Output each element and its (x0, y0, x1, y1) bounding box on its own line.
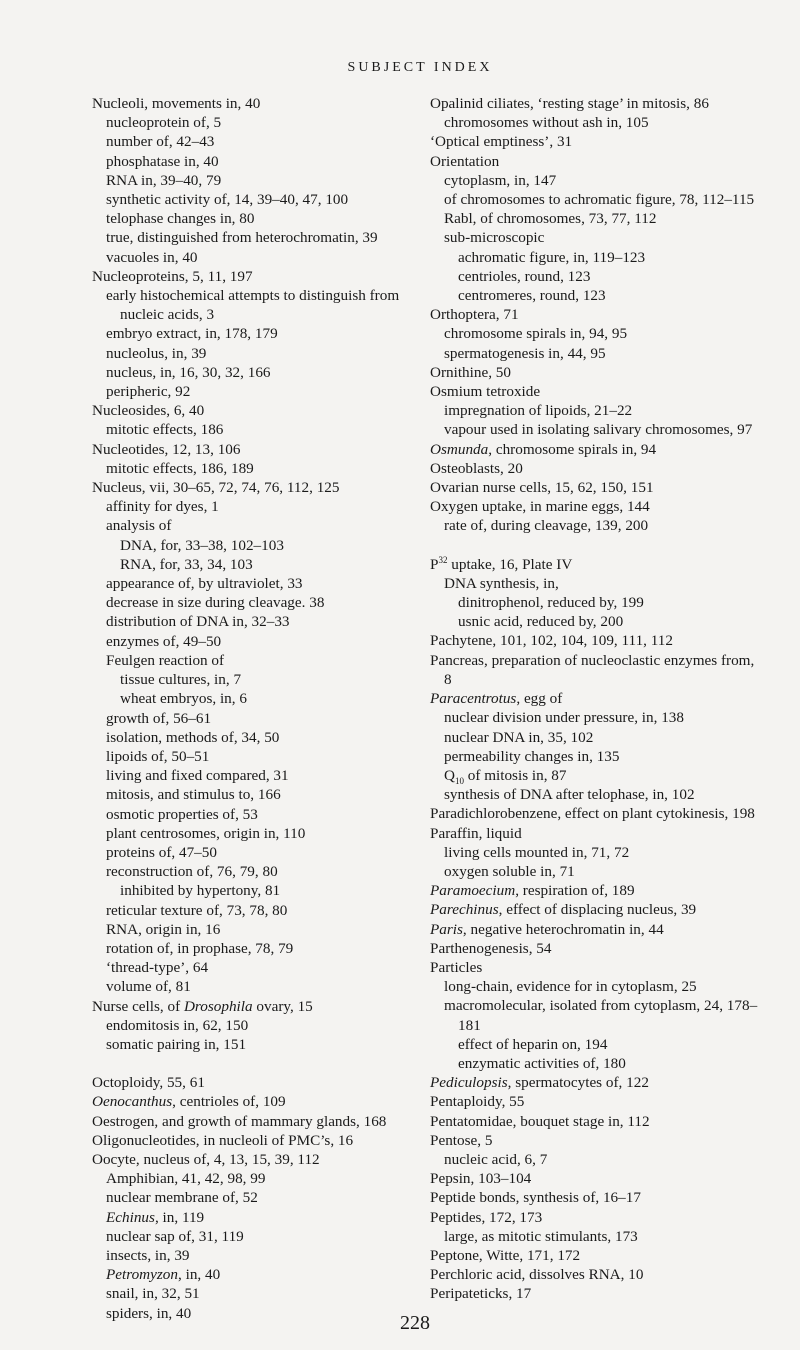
index-heading (430, 305, 760, 324)
index-heading (430, 478, 760, 497)
index-subentry (444, 516, 760, 535)
index-subentry (106, 612, 424, 631)
index-subentry (106, 209, 424, 228)
entry-text: nucleus, in, 16, 30, 32, 166 (106, 363, 271, 381)
index-subentry (444, 1150, 760, 1169)
section-gap (430, 536, 760, 555)
entry-text: , centrioles of, 109 (172, 1093, 286, 1111)
entry-text: lipoids of, 50–51 (106, 747, 210, 765)
entry-text: reconstruction of, 76, 79, 80 (106, 863, 278, 881)
index-subentry (106, 344, 424, 363)
entry-text: of chromosomes to achromatic figure, 78, 112–115 (444, 191, 755, 209)
entry-text: phosphatase in, 40 (106, 152, 219, 170)
entry-text: Peptides, 172, 173 (430, 1208, 543, 1226)
entry-text: Particles (430, 958, 483, 976)
italic-term: Paris (430, 920, 463, 938)
index-subentry (444, 862, 760, 881)
entry-text: endomitosis in, 62, 150 (106, 1016, 249, 1034)
index-subentry (106, 152, 424, 171)
entry-text: Nucleoproteins, 5, 11, 197 (92, 267, 253, 285)
entry-text: Octoploidy, 55, 61 (92, 1074, 205, 1092)
entry-text: synthesis of DNA after telophase, in, 102 (444, 786, 695, 804)
entry-text: RNA, for, 33, 34, 103 (120, 555, 253, 573)
index-subentry (444, 843, 760, 862)
entry-text: nuclear sap of, 31, 119 (106, 1227, 244, 1245)
index-heading (92, 1092, 424, 1111)
entry-text: living cells mounted in, 71, 72 (444, 843, 630, 861)
entry-text: Nurse cells, of (92, 997, 184, 1015)
index-heading (430, 1131, 760, 1150)
index-heading (430, 651, 760, 689)
index-heading (430, 459, 760, 478)
entry-text: enzymatic activities of, 180 (458, 1054, 626, 1072)
index-subentry (106, 1016, 424, 1035)
entry-text: , in, 40 (178, 1266, 221, 1284)
subscript: 10 (454, 775, 464, 786)
italic-term: Echinus (106, 1208, 155, 1226)
entry-text: nucleolus, in, 39 (106, 344, 207, 362)
entry-text: Parthenogenesis, 54 (430, 939, 552, 957)
index-subentry (106, 939, 424, 958)
index-subentry (444, 747, 760, 766)
entry-text: growth of, 56–61 (106, 709, 212, 727)
index-subentry (106, 805, 424, 824)
entry-text: Feulgen reaction of (106, 651, 225, 669)
index-subentry (106, 901, 424, 920)
entry-text: inhibited by hypertony, 81 (120, 882, 281, 900)
entry-text: Oocyte, nucleus of, 4, 13, 15, 39, 112 (92, 1150, 320, 1168)
index-heading (430, 152, 760, 171)
entry-text: Peptide bonds, synthesis of, 16–17 (430, 1189, 641, 1207)
index-subentry (106, 248, 424, 267)
italic-term: Pediculopsis (430, 1074, 508, 1092)
entry-text: of mitosis in, 87 (463, 766, 567, 784)
index-subentry (120, 536, 424, 555)
entry-text: P (430, 555, 439, 573)
index-heading (92, 1150, 424, 1169)
index-subentry (444, 209, 760, 228)
entry-text: achromatic figure, in, 119–123 (458, 248, 646, 266)
italic-term: Osmunda (430, 440, 489, 458)
index-subentry (106, 363, 424, 382)
entry-text: impregnation of lipoids, 21–22 (444, 402, 633, 420)
entry-text: centrioles, round, 123 (458, 267, 591, 285)
index-subentry (106, 1188, 424, 1207)
index-heading (430, 1169, 760, 1188)
superscript: 32 (438, 554, 448, 565)
index-subentry (106, 1284, 424, 1303)
entry-text: enzymes of, 49–50 (106, 632, 222, 650)
entry-text: Q (444, 766, 455, 784)
entry-text: sub-microscopic (444, 229, 545, 247)
index-subentry (444, 728, 760, 747)
index-heading (430, 382, 760, 401)
entry-text: nucleic acid, 6, 7 (444, 1150, 548, 1168)
entry-text: proteins of, 47–50 (106, 843, 217, 861)
index-subentry (106, 132, 424, 151)
index-subentry (106, 1227, 424, 1246)
entry-text: number of, 42–43 (106, 133, 215, 151)
index-subentry (444, 113, 760, 132)
index-heading (430, 132, 760, 151)
entry-text: embryo extract, in, 178, 179 (106, 325, 278, 343)
entry-text: Ornithine, 50 (430, 363, 511, 381)
entry-text: mitotic effects, 186 (106, 421, 224, 439)
index-subentry (444, 344, 760, 363)
entry-text: , chromosome spirals in, 94 (488, 440, 657, 458)
index-subentry (106, 1265, 424, 1284)
entry-text: oxygen soluble in, 71 (444, 862, 575, 880)
entry-text: vapour used in isolating salivary chromosomes, 97 (444, 421, 753, 439)
index-subentry (106, 171, 424, 190)
italic-term: Paramoecium (430, 882, 516, 900)
entry-text: Peptone, Witte, 171, 172 (430, 1246, 581, 1264)
entry-text: mitotic effects, 186, 189 (106, 459, 254, 477)
index-subentry (106, 709, 424, 728)
index-heading (430, 1208, 760, 1227)
entry-text: Rabl, of chromosomes, 73, 77, 112 (444, 210, 657, 228)
entry-text: Orientation (430, 152, 500, 170)
entry-text: Nucleus, vii, 30–65, 72, 74, 76, 112, 125 (92, 479, 340, 497)
entry-text: reticular texture of, 73, 78, 80 (106, 901, 288, 919)
entry-text: Paraffin, liquid (430, 824, 522, 842)
entry-text: macromolecular, isolated from cytoplasm, 24, 178–181 (444, 997, 758, 1034)
index-subentry (106, 632, 424, 651)
index-subentry (458, 267, 760, 286)
index-subentry (444, 401, 760, 420)
entry-text: Pancreas, preparation of nucleoclastic enzymes from, 8 (430, 651, 755, 688)
entry-text: RNA, origin in, 16 (106, 920, 221, 938)
entry-text: Nucleotides, 12, 13, 106 (92, 440, 241, 458)
index-subentry (106, 824, 424, 843)
entry-text: mitosis, and stimulus to, 166 (106, 786, 281, 804)
entry-text: volume of, 81 (106, 978, 191, 996)
index-subentry (444, 996, 760, 1034)
index-subentry (120, 670, 424, 689)
entry-text: wheat embryos, in, 6 (120, 690, 247, 708)
entry-text: RNA in, 39–40, 79 (106, 171, 222, 189)
entry-text: isolation, methods of, 34, 50 (106, 728, 280, 746)
index-subentry (458, 593, 760, 612)
entry-text: nucleoprotein of, 5 (106, 114, 222, 132)
entry-text: plant centrosomes, origin in, 110 (106, 824, 306, 842)
entry-text: Pentose, 5 (430, 1131, 493, 1149)
index-subentry (458, 1054, 760, 1073)
index-subentry (458, 612, 760, 631)
index-subentry (106, 113, 424, 132)
entry-text: ‘thread-type’, 64 (106, 959, 209, 977)
index-heading (430, 440, 760, 459)
entry-text: , in, 119 (154, 1208, 205, 1226)
index-heading (430, 497, 760, 516)
index-column-right (430, 94, 760, 1304)
index-subentry (106, 190, 424, 209)
entry-text: somatic pairing in, 151 (106, 1035, 247, 1053)
index-subentry (106, 286, 424, 324)
index-subentry (458, 286, 760, 305)
entry-text: Pepsin, 103–104 (430, 1170, 532, 1188)
entry-text: nuclear membrane of, 52 (106, 1189, 258, 1207)
entry-text: , egg of (516, 690, 563, 708)
index-column-left (92, 94, 424, 1323)
entry-text: DNA synthesis, in, (444, 574, 559, 592)
index-subentry (444, 766, 760, 785)
entry-text: distribution of DNA in, 32–33 (106, 613, 290, 631)
index-subentry (106, 958, 424, 977)
index-heading (430, 804, 760, 823)
index-subentry (106, 459, 424, 478)
entry-text: snail, in, 32, 51 (106, 1285, 200, 1303)
index-heading (92, 997, 424, 1016)
entry-text: cytoplasm, in, 147 (444, 171, 557, 189)
index-subentry (444, 190, 760, 209)
index-heading (430, 363, 760, 382)
index-heading (92, 267, 424, 286)
index-subentry (106, 420, 424, 439)
index-subentry (106, 1035, 424, 1054)
index-heading (430, 1112, 760, 1131)
entry-text: Nucleoli, movements in, 40 (92, 95, 261, 112)
index-heading (430, 1073, 760, 1092)
entry-text: spermatogenesis in, 44, 95 (444, 344, 606, 362)
entry-text: rotation of, in prophase, 78, 79 (106, 939, 294, 957)
entry-text: chromosomes without ash in, 105 (444, 114, 649, 132)
entry-text: rate of, during cleavage, 139, 200 (444, 517, 649, 535)
index-heading (430, 689, 760, 708)
italic-term: Petromyzon (106, 1266, 178, 1284)
index-subentry (444, 171, 760, 190)
entry-text: effect of heparin on, 194 (458, 1035, 608, 1053)
entry-text: Nucleosides, 6, 40 (92, 402, 205, 420)
entry-text: usnic acid, reduced by, 200 (458, 613, 624, 631)
index-subentry (106, 747, 424, 766)
index-subentry (444, 228, 760, 247)
entry-text: Orthoptera, 71 (430, 306, 519, 324)
index-subentry (444, 708, 760, 727)
entry-text: Osteoblasts, 20 (430, 459, 523, 477)
italic-term: Paracentrotus (430, 690, 517, 708)
index-subentry (120, 689, 424, 708)
index-subentry (106, 843, 424, 862)
index-heading (430, 939, 760, 958)
page-number: 228 (400, 1312, 430, 1334)
entry-text: Amphibian, 41, 42, 98, 99 (106, 1170, 266, 1188)
index-subentry (106, 228, 424, 247)
index-subentry (106, 977, 424, 996)
index-heading (430, 1092, 760, 1111)
entry-text: ovary, 15 (252, 997, 313, 1015)
entry-text: synthetic activity of, 14, 39–40, 47, 100 (106, 191, 349, 209)
index-subentry (106, 593, 424, 612)
index-heading (430, 824, 760, 843)
index-subentry (106, 516, 424, 535)
index-subentry (444, 420, 760, 439)
index-subentry (444, 785, 760, 804)
index-subentry (106, 1208, 424, 1227)
index-subentry (444, 977, 760, 996)
entry-text: , spermatocytes of, 122 (507, 1074, 649, 1092)
index-heading (92, 1112, 424, 1131)
index-subentry (444, 574, 760, 593)
index-subentry (120, 555, 424, 574)
index-subentry (106, 324, 424, 343)
italic-term: Parechinus (430, 901, 499, 919)
entry-text: Oxygen uptake, in marine eggs, 144 (430, 498, 650, 516)
entry-text: Perchloric acid, dissolves RNA, 10 (430, 1266, 644, 1284)
index-heading (92, 1073, 424, 1092)
index-subentry (106, 382, 424, 401)
italic-term: Drosophila (183, 997, 253, 1015)
entry-text: vacuoles in, 40 (106, 248, 198, 266)
index-subentry (106, 497, 424, 516)
entry-text: Oestrogen, and growth of mammary glands, 168 (92, 1112, 387, 1130)
entry-text: Osmium tetroxide (430, 383, 541, 401)
entry-text: insects, in, 39 (106, 1246, 190, 1264)
index-heading (92, 478, 424, 497)
index-subentry (120, 881, 424, 900)
entry-text: analysis of (106, 517, 172, 535)
index-subentry (458, 1035, 760, 1054)
index-subentry (444, 1227, 760, 1246)
index-subentry (106, 1246, 424, 1265)
italic-term: Oenocanthus (92, 1093, 173, 1111)
entry-text: DNA, for, 33–38, 102–103 (120, 536, 284, 554)
entry-text: Opalinid ciliates, ‘resting stage’ in mitosis, 86 (430, 95, 709, 112)
index-heading (430, 881, 760, 900)
entry-text: decrease in size during cleavage. 38 (106, 594, 325, 612)
entry-text: , effect of displacing nucleus, 39 (498, 901, 697, 919)
entry-text: nuclear division under pressure, in, 138 (444, 709, 684, 727)
index-heading (430, 1284, 760, 1303)
index-subentry (106, 651, 424, 670)
entry-text: permeability changes in, 135 (444, 747, 620, 765)
index-heading (92, 94, 424, 113)
entry-text: Pentatomidae, bouquet stage in, 112 (430, 1112, 650, 1130)
index-heading (430, 631, 760, 650)
entry-text: tissue cultures, in, 7 (120, 671, 242, 689)
entry-text: early histochemical attempts to distinguish from nucleic acids, 3 (106, 287, 400, 324)
index-heading (430, 920, 760, 939)
index-heading (430, 1246, 760, 1265)
entry-text: Paradichlorobenzene, effect on plant cytokinesis, 198 (430, 805, 755, 823)
entry-text: chromosome spirals in, 94, 95 (444, 325, 628, 343)
entry-text: affinity for dyes, 1 (106, 498, 219, 516)
page-header: SUBJECT INDEX (347, 60, 493, 75)
index-heading (92, 1131, 424, 1150)
entry-text: true, distinguished from heterochromatin, 39 (106, 229, 378, 247)
entry-text: dinitrophenol, reduced by, 199 (458, 594, 644, 612)
index-subentry (106, 862, 424, 881)
entry-text: , negative heterochromatin in, 44 (462, 920, 664, 938)
entry-text: peripheric, 92 (106, 383, 191, 401)
index-subentry (106, 574, 424, 593)
entry-text: long-chain, evidence for in cytoplasm, 25 (444, 978, 697, 996)
index-heading (430, 94, 760, 113)
entry-text: appearance of, by ultraviolet, 33 (106, 575, 303, 593)
entry-text: osmotic properties of, 53 (106, 805, 258, 823)
index-heading (430, 900, 760, 919)
index-subentry (106, 785, 424, 804)
index-subentry (106, 1169, 424, 1188)
entry-text: Ovarian nurse cells, 15, 62, 150, 151 (430, 479, 654, 497)
section-gap (92, 1054, 424, 1073)
index-subentry (106, 728, 424, 747)
index-heading (430, 958, 760, 977)
index-subentry (458, 248, 760, 267)
entry-text: ‘Optical emptiness’, 31 (430, 133, 573, 151)
index-subentry (444, 324, 760, 343)
index-subentry (106, 920, 424, 939)
index-subentry (106, 766, 424, 785)
index-heading (430, 555, 760, 574)
entry-text: Oligonucleotides, in nucleoli of PMC’s, 16 (92, 1131, 354, 1149)
index-heading (92, 401, 424, 420)
entry-text: Pachytene, 101, 102, 104, 109, 111, 112 (430, 632, 673, 650)
entry-text: living and fixed compared, 31 (106, 767, 289, 785)
entry-text: Pentaploidy, 55 (430, 1093, 525, 1111)
entry-text: Peripateticks, 17 (430, 1285, 532, 1303)
index-heading (430, 1265, 760, 1284)
entry-text: , respiration of, 189 (515, 882, 635, 900)
entry-text: large, as mitotic stimulants, 173 (444, 1227, 638, 1245)
entry-text: centromeres, round, 123 (458, 287, 606, 305)
entry-text: nuclear DNA in, 35, 102 (444, 728, 594, 746)
entry-text: uptake, 16, Plate IV (447, 555, 573, 573)
entry-text: telophase changes in, 80 (106, 210, 255, 228)
index-heading (92, 440, 424, 459)
index-heading (430, 1188, 760, 1207)
entry-text: spiders, in, 40 (106, 1304, 192, 1322)
